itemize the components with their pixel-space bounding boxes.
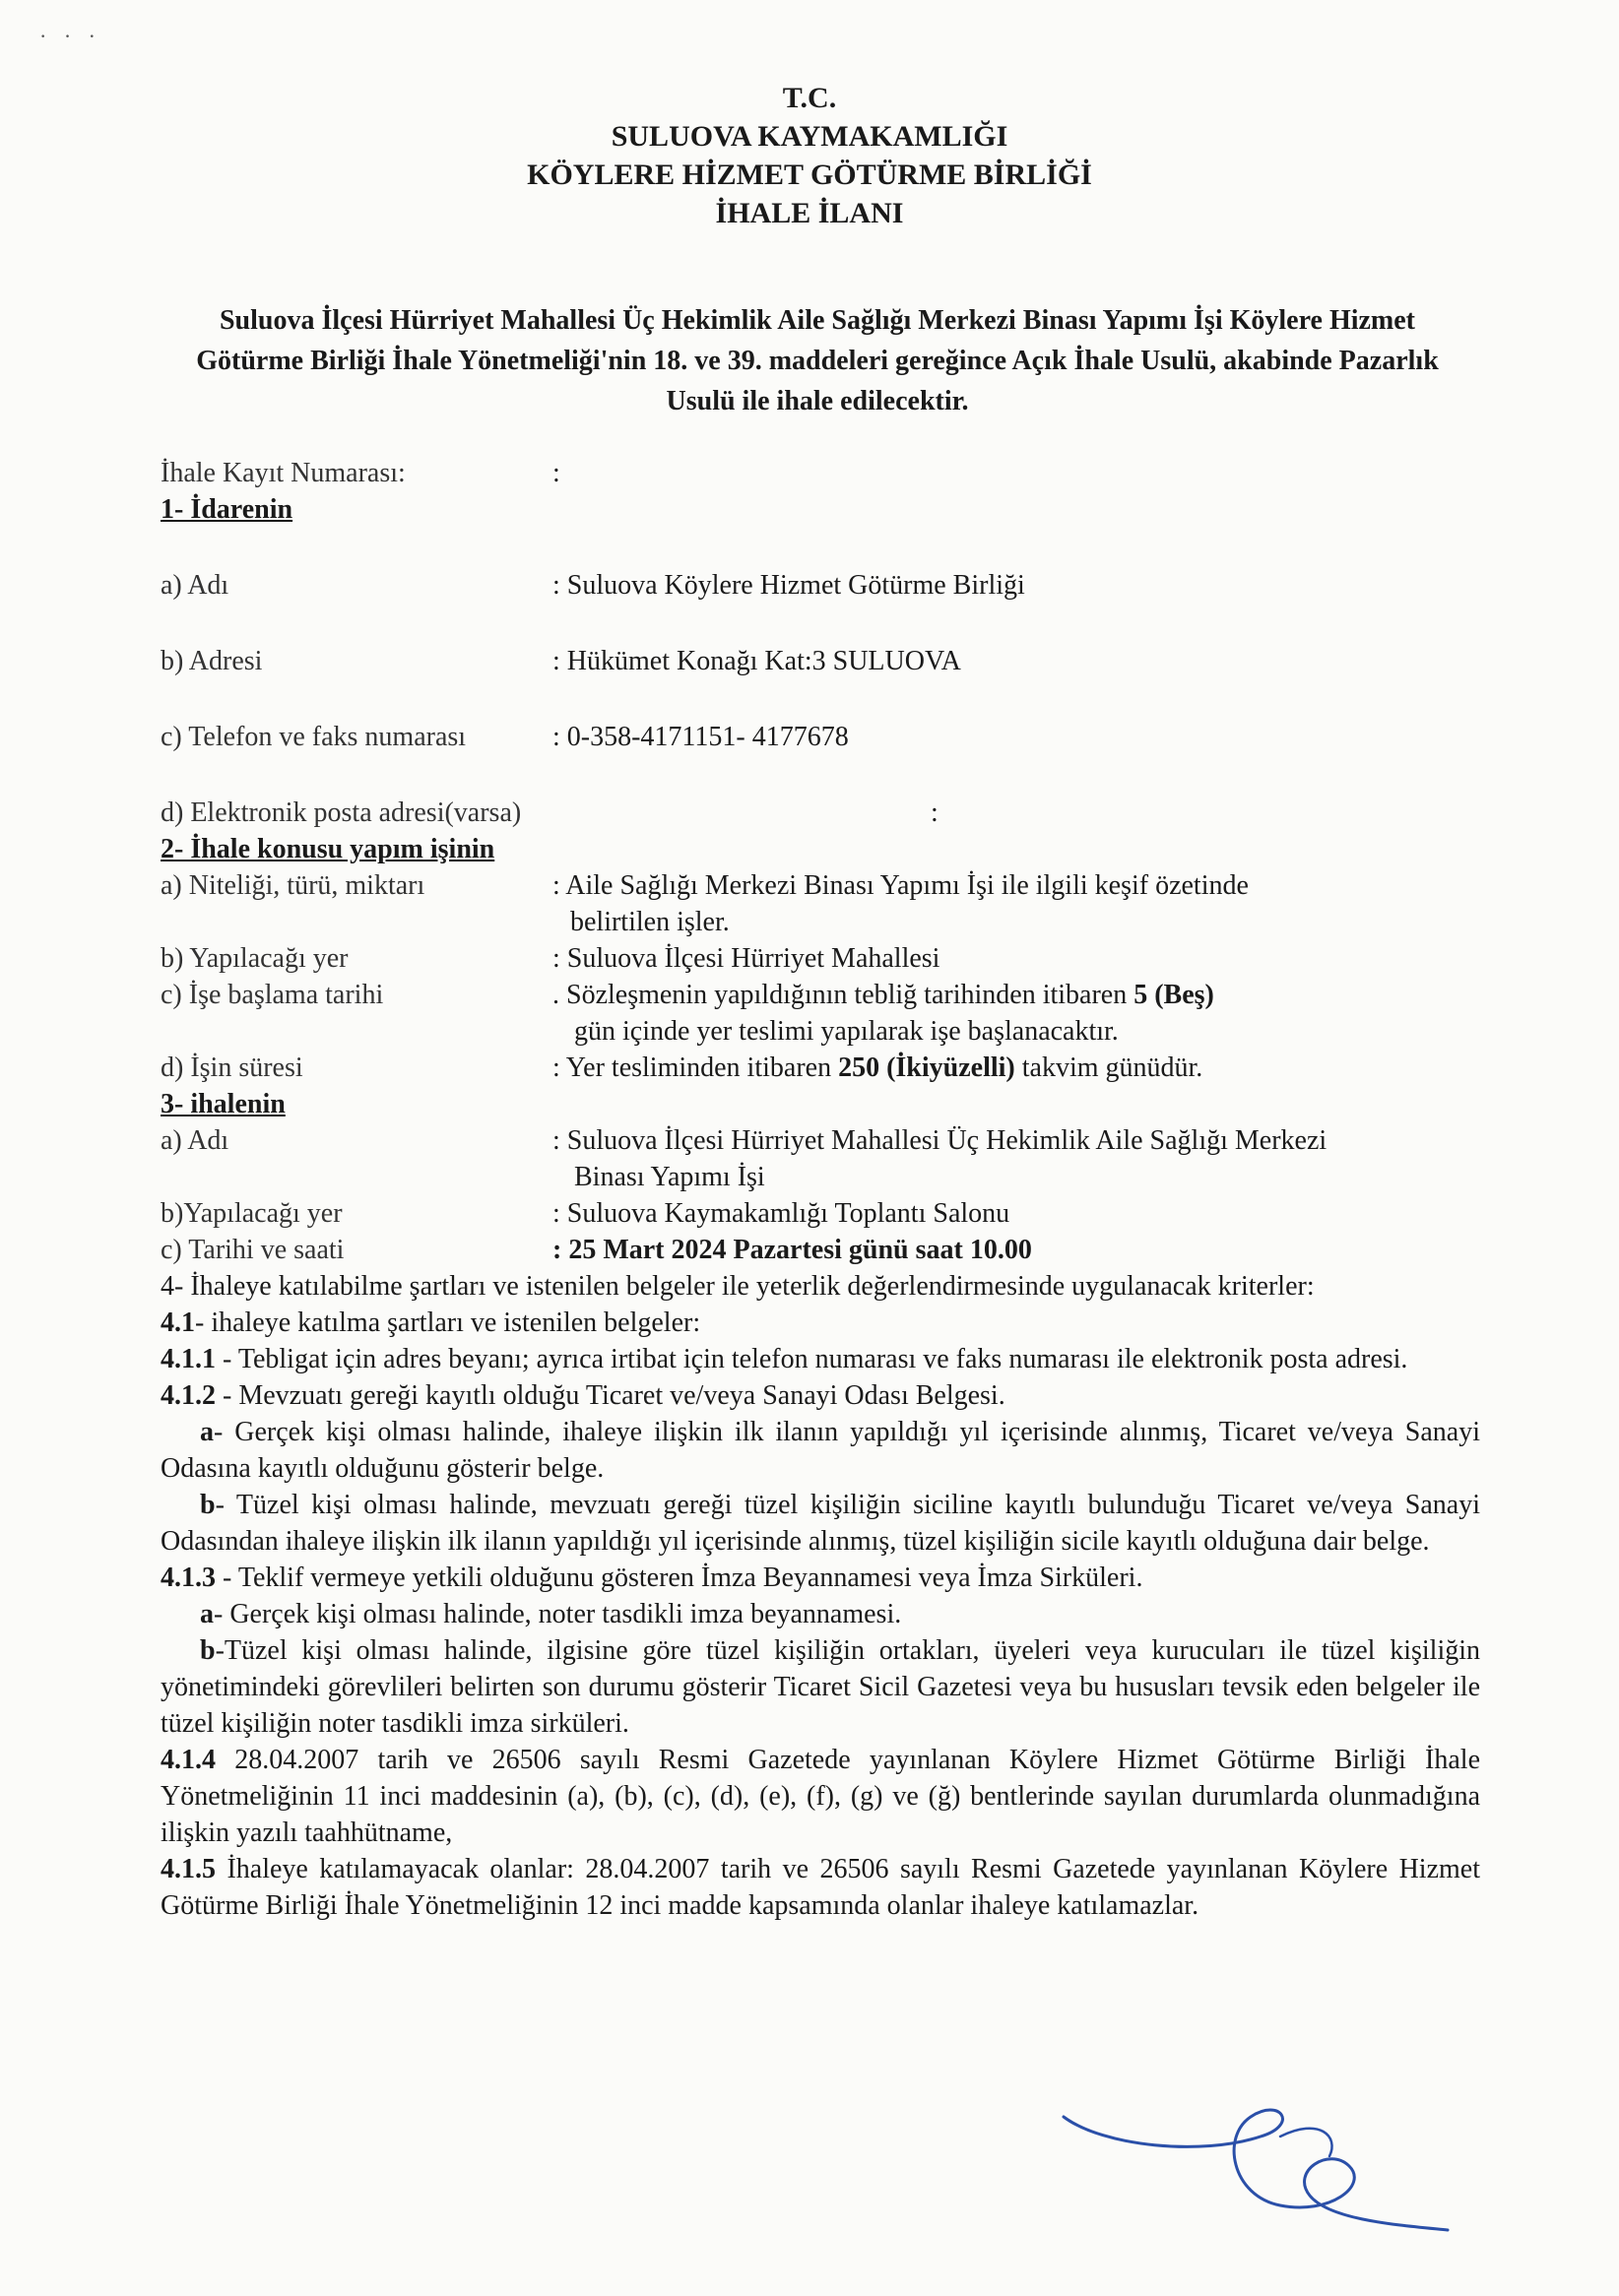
sart-4-1-3-b-num: b xyxy=(200,1635,216,1666)
is-sure-text: : Yer tesliminden itibaren xyxy=(552,1052,839,1083)
is-nitelik-label: a) Niteliği, türü, miktarı xyxy=(161,870,425,901)
is-baslama-text: . Sözleşmenin yapıldığının tebliğ tarihinden itibaren xyxy=(552,980,1134,1010)
ihale-yer-row xyxy=(161,1195,1480,1232)
sart-4-1-3-a xyxy=(161,1596,1480,1632)
ihale-adi-value xyxy=(552,1122,1480,1195)
idare-adres-value: : Hükümet Konağı Kat:3 SULUOVA xyxy=(552,646,961,676)
sart-4: 4- İhaleye katılabilme şartları ve istenilen belgeler ile yeterlik değerlendirmesinde uygulanacak kriterler: xyxy=(161,1271,1315,1302)
is-sure-value xyxy=(552,1050,1480,1086)
ihale-tarih-value: : 25 Mart 2024 Pazartesi günü saat 10.00 xyxy=(552,1235,1032,1265)
is-baslama-text2: gün içinde yer teslimi yapılarak işe başlanacaktır. xyxy=(574,1016,1119,1047)
sart-4-1-2-b-num: b xyxy=(200,1490,216,1520)
ihale-tarih-label: c) Tarihi ve saati xyxy=(161,1235,345,1265)
sart-4-1-3-a-num: a xyxy=(200,1599,214,1629)
is-baslama-label: c) İşe başlama tarihi xyxy=(161,980,384,1010)
sart-4-1-2-b xyxy=(161,1487,1480,1560)
intro-paragraph: Suluova İlçesi Hürriyet Mahallesi Üç Hekimlik Aile Sağlığı Merkezi Binası Yapımı İşi Köylere Hizmet Götürme Birliği İhale Yönetmeliği'nin 18. ve 39. maddeleri gereğince Açık İhale Usulü, akabinde Pazarlık Usulü ile ihale edilecektir. xyxy=(196,305,1439,416)
sart-4-1-2-text: - Mevzuatı gereği kayıtlı olduğu Ticaret ve/veya Sanayi Odası Belgesi. xyxy=(216,1380,1005,1411)
sart-4-1-2-a-text: - Gerçek kişi olması halinde, ihaleye ilişkin ilk ilanın yapıldığı yıl içerisinde alınmış, Ticaret ve/veya Sanayi Odasına kayıtlı olduğunu gösterir belge. xyxy=(161,1417,1480,1484)
sart-4-1-3-a-text: - Gerçek kişi olması halinde, noter tasdikli imza beyannamesi. xyxy=(214,1599,902,1629)
kayit-label: İhale Kayıt Numarası: xyxy=(161,458,406,488)
handwritten-signature xyxy=(1044,2077,1457,2235)
ihale-tarih-row xyxy=(161,1232,1480,1268)
header-tc: T.C. xyxy=(782,82,837,114)
sart-4-1-text: - ihaleye katılma şartları ve istenilen belgeler: xyxy=(195,1307,701,1338)
header-ihale-ilani: İHALE İLANI xyxy=(715,197,904,229)
idare-adi-value: : Suluova Köylere Hizmet Götürme Birliği xyxy=(552,570,1025,601)
is-sure-label: d) İşin süresi xyxy=(161,1052,303,1083)
is-baslama-row xyxy=(161,977,1480,1050)
sart-4-1-3-num: 4.1.3 xyxy=(161,1563,216,1593)
sart-4-1-4 xyxy=(161,1742,1480,1851)
section-is-title: 2- İhale konusu yapım işinin xyxy=(161,834,495,864)
sart-4-1-5-num: 4.1.5 xyxy=(161,1854,216,1884)
is-nitelik-text2: belirtilen işler. xyxy=(570,907,730,937)
ihale-adi-row xyxy=(161,1122,1480,1195)
idare-eposta-row xyxy=(161,795,1480,831)
is-yer-label: b) Yapılacağı yer xyxy=(161,943,349,974)
header-birlik: KÖYLERE HİZMET GÖTÜRME BİRLİĞİ xyxy=(527,159,1092,191)
sart-4-1-2-b-text: - Tüzel kişi olması halinde, mevzuatı gereği tüzel kişiliğin siciline kayıtlı bulunduğu Ticaret ve/veya Sanayi Odasından ihaleye ilişkin ilk ilanın yapıldığı yıl içerisinde alınmış, tüzel kişiliğin sicile kayıtlı olduğuna dair belge. xyxy=(161,1490,1480,1557)
sart-4-1-num: 4.1 xyxy=(161,1307,195,1338)
sart-4-1-3-b xyxy=(161,1632,1480,1742)
is-sure-row xyxy=(161,1050,1480,1086)
sart-4-1-3-b-text: -Tüzel kişi olması halinde, ilgisine göre tüzel kişiliğin ortakları, üyeleri veya kurucuları ile tüzel kişiliğin yönetimindeki görevlileri belirten son durumu gösterir Ticaret Sicil Gazetesi veya bu hususları tevsik eden belgeler ile tüzel kişiliğin noter tasdikli imza sirküleri. xyxy=(161,1635,1480,1739)
document-body xyxy=(161,455,1480,1924)
is-sure-days: 250 (İkiyüzelli) xyxy=(838,1052,1015,1083)
sart-4-1-5-text: İhaleye katılamayacak olanlar: 28.04.2007 tarih ve 26506 sayılı Resmi Gazetede yayınlanan Köylere Hizmet Götürme Birliği İhale Yönetmeliğinin 12 inci madde kapsamında olanlar ihaleye katılamazlar. xyxy=(161,1854,1480,1921)
idare-adres-label: b) Adresi xyxy=(161,646,263,676)
idare-telefon-row xyxy=(161,719,1480,755)
kayit-row xyxy=(161,455,1480,491)
idare-telefon-label: c) Telefon ve faks numarası xyxy=(161,722,467,752)
scan-specks: · · · xyxy=(39,24,101,48)
sart-4-1-1 xyxy=(161,1341,1480,1377)
section-ihale-title: 3- ihalenin xyxy=(161,1089,286,1119)
is-baslama-value xyxy=(552,977,1480,1050)
sart-4-1-1-text: - Tebligat için adres beyanı; ayrıca irtibat için telefon numarası ve faks numarası ile elektronik posta adresi. xyxy=(216,1344,1408,1374)
ihale-adi-text: : Suluova İlçesi Hürriyet Mahallesi Üç Hekimlik Aile Sağlığı Merkezi xyxy=(552,1125,1328,1156)
sart-4-1-2 xyxy=(161,1377,1480,1414)
section-idare-title: 1- İdarenin xyxy=(161,494,293,525)
sart-4-1 xyxy=(161,1305,1480,1341)
idare-adres-row xyxy=(161,643,1480,679)
sart-4-1-3 xyxy=(161,1560,1480,1596)
ihale-yer-label: b)Yapılacağı yer xyxy=(161,1198,343,1229)
sart-4-1-5 xyxy=(161,1851,1480,1924)
sart-4-1-2-num: 4.1.2 xyxy=(161,1380,216,1411)
idare-eposta-value: : xyxy=(931,797,939,828)
is-baslama-days: 5 (Beş) xyxy=(1133,980,1214,1010)
sart-4-1-2-a-num: a xyxy=(200,1417,214,1447)
is-nitelik-row xyxy=(161,867,1480,940)
idare-adi-label: a) Adı xyxy=(161,570,229,601)
idare-telefon-value: : 0-358-4171151- 4177678 xyxy=(552,722,849,752)
ihale-yer-value: : Suluova Kaymakamlığı Toplantı Salonu xyxy=(552,1198,1010,1229)
idare-eposta-label: d) Elektronik posta adresi(varsa) xyxy=(161,797,522,828)
sart-4-1-3-text: - Teklif vermeye yetkili olduğunu gösteren İmza Beyannamesi veya İmza Sirküleri. xyxy=(216,1563,1143,1593)
is-yer-value: : Suluova İlçesi Hürriyet Mahallesi xyxy=(552,943,940,974)
sart-4-1-2-a xyxy=(161,1414,1480,1487)
ihale-adi-text2: Binası Yapımı İşi xyxy=(574,1162,765,1192)
sart-4-1-1-num: 4.1.1 xyxy=(161,1344,216,1374)
document-header xyxy=(0,79,1619,232)
idare-adi-row xyxy=(161,567,1480,604)
header-kaymakamlik: SULUOVA KAYMAKAMLIĞI xyxy=(611,120,1008,153)
is-sure-text-post: takvim günüdür. xyxy=(1014,1052,1203,1083)
sart-4-1-4-num: 4.1.4 xyxy=(161,1745,216,1775)
kayit-value: : xyxy=(552,458,560,488)
sart-4-1-4-text: 28.04.2007 tarih ve 26506 sayılı Resmi Gazetede yayınlanan Köylere Hizmet Götürme Birliği İhale Yönetmeliğinin 11 inci maddesinin (a), (b), (c), (d), (e), (f), (g) ve (ğ) bentlerinde sayılan durumlarda olunmadığına ilişkin yazılı taahhütname, xyxy=(161,1745,1480,1848)
is-yer-row xyxy=(161,940,1480,977)
is-nitelik-text: : Aile Sağlığı Merkezi Binası Yapımı İşi ile ilgili keşif özetinde xyxy=(552,870,1249,901)
ihale-adi-label: a) Adı xyxy=(161,1125,229,1156)
is-nitelik-value xyxy=(552,867,1480,940)
